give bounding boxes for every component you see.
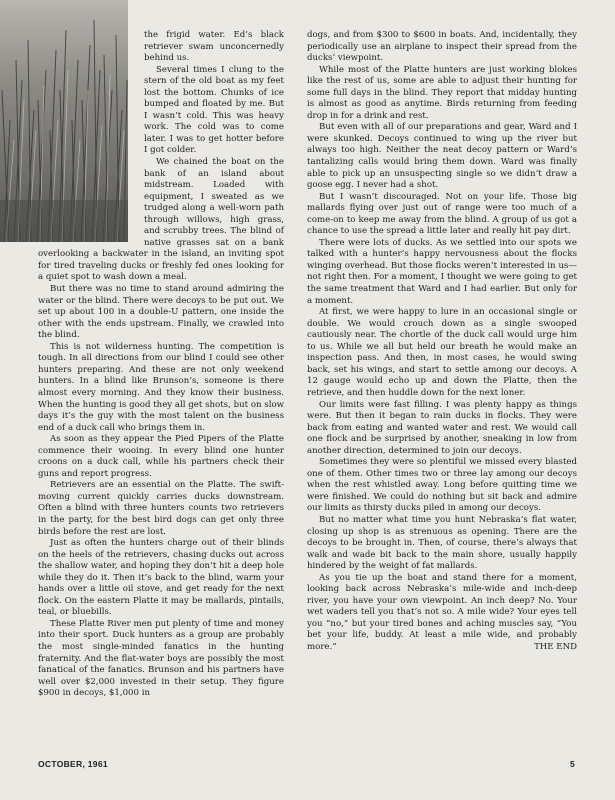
paragraph: But no matter what time you hunt Nebraska’s flat water, closing up shop is as strenuous as opening. There are the decoys to be brought in. Then, of course, there’s always that walk and wade bit back to the main shore, usually happily hindered by the weight of fat mallards.: [307, 514, 577, 572]
paragraph: These Platte River men put plenty of time and money into their sport. Duck hunters as a group are probably the most single-minded fanatics in the hunting fraternity. And the flat-water boys are possibly the most fanatical of the fanatics. Brunson and his partners have well over $2,000 invested in their setup. They figure $900 in decoys, $1,000 in: [38, 618, 284, 699]
paragraph: [307, 573, 577, 654]
issue-date: OCTOBER, 1961: [38, 759, 108, 769]
photo-wrap-space: [38, 30, 138, 242]
the-end-mark: THE END: [534, 641, 577, 652]
paragraph: dogs, and from $300 to $600 in boats. And, incidentally, they periodically use an airplane to inspect their spread from the ducks’ viewpoint.: [307, 30, 577, 64]
paragraph-text: As you tie up the boat and stand there for a moment, looking back across Nebraska’s mile-wide and inch-deep river, you have your own viewpoint. An inch deep? No. Your wet waders tell you that’s not so. A mile wide? Your eyes tell you “no,” but your tired bones and aching muscles say, “You bet your life, buddy. At least a mile wide, and probably more.”: [307, 572, 577, 652]
paragraph: There were lots of ducks. As we settled into our spots we talked with a hunter’s happy nervousness about the flocks winging overhead. But those flocks weren’t interested in us—not right then. For a moment, I thought we were going to get the same treatment that Ward and I had earlier. But only for a moment.: [307, 237, 577, 306]
paragraph: At first, we were happy to lure in an occasional single or double. We would crouch down as a single swooped cautiously near. The chortle of the duck call would urge him to us. While we all but held our breath he would make an inspection pass. And then, in most cases, he would swing back, set his wings, and start to settle among our decoys. A 12 gauge would echo up and down the Platte, then the retrieve, and then huddle down for the next loner.: [307, 307, 577, 398]
page-number: 5: [569, 759, 575, 769]
paragraph: But I wasn’t discouraged. Not on your life. Those big mallards flying over just out of range were too much of a come-on to keep me away from the blind. A group of us got a chance to use the spread a little later and really hit pay dirt.: [307, 191, 577, 237]
paragraph: As soon as they appear the Pied Pipers of the Platte commence their wooing. In every blind one hunter croons on a duck call, while his partners check their guns and report progress.: [38, 434, 284, 479]
paragraph: Several times I clung to the stern of the old boat as my feet lost the bottom. Chunks of ice bumped and floated by me. But I wasn’t cold. This was heavy work. The cold was to come later. I was to get hotter before I got colder.: [144, 64, 284, 156]
paragraph: Sometimes they were so plentiful we missed every blasted one of them. Other times two or three lay among our decoys when the rest whistled away. Long before quitting time we were finished. We could do nothing but sit back and admire our limits as thirsty ducks piled in among our decoys.: [307, 457, 577, 514]
paragraph: But there was no time to stand around admiring the water or the blind. There were decoys to be put out. We set up about 100 in a double-U pattern, one inside the other with the ends upstream. Finally, we crawled into the blind.: [38, 284, 284, 341]
left-text-column: [38, 30, 284, 700]
paragraph: Retrievers are an essential on the Platte. The swift-moving current quickly carries ducks downstream. Often a blind with three hunters counts two retrievers in the party, for the best bird dogs can get only three birds before the rest are lost.: [38, 480, 284, 537]
paragraph: Our limits were fast filling. I was plenty happy as things were. But then it began to rain ducks in flocks. They were back from eating and wanted water and rest. We would call one flock and be surprised by another, sneaking in low from another direction, determined to join our decoys.: [307, 399, 577, 456]
paragraph: We chained the boat on the bank of an island about midstream. Loaded with equipment, I sweated as we trudged along a well-worn path through willows, high grass, and scrubby trees. The blind of native grasses sat on a bank overlooking a backwater in the island, an inviting spot for tired traveling ducks or freshly fed ones looking for a quiet spot to wash down a meal.: [38, 157, 284, 283]
paragraph: But even with all of our preparations and gear, Ward and I were skunked. Decoys continued to wing up the river but always too high. Neither the neat decoy pattern or Ward’s tantalizing calls would bring them down. Ward was finally able to pick up an unsuspecting single so we didn’t draw a goose egg. I never had a shot.: [307, 122, 577, 191]
paragraph: While most of the Platte hunters are just working blokes like the rest of us, some are able to adjust their hunting for some full days in the blind. They report that midday hunting is almost as good as anytime. Birds returning from feeding drop in for a drink and rest.: [307, 64, 577, 121]
paragraph: This is not wilderness hunting. The competition is tough. In all directions from our blind I could see other hunters preparing. And these are not only weekend hunters. In a blind like Brunson’s, someone is there almost every morning. And they know their business. When the hunting is good they all get shots, but on slow days it’s the guy with the most talent on the business end of a duck call who brings them in.: [38, 341, 284, 433]
paragraph: Just as often the hunters charge out of their blinds on the heels of the retrievers, chasing ducks out across the shallow water, and hoping they don’t hit a deep hole while they do it. Then it’s back to the blind, warm your hands over a little oil stove, and get ready for the next flock. On the eastern Platte it may be mallards, pintails, teal, or bluebills.: [38, 538, 284, 618]
right-text-column: [307, 30, 577, 654]
paragraph: the frigid water. Ed’s black retriever swam unconcernedly behind us.: [144, 30, 284, 64]
